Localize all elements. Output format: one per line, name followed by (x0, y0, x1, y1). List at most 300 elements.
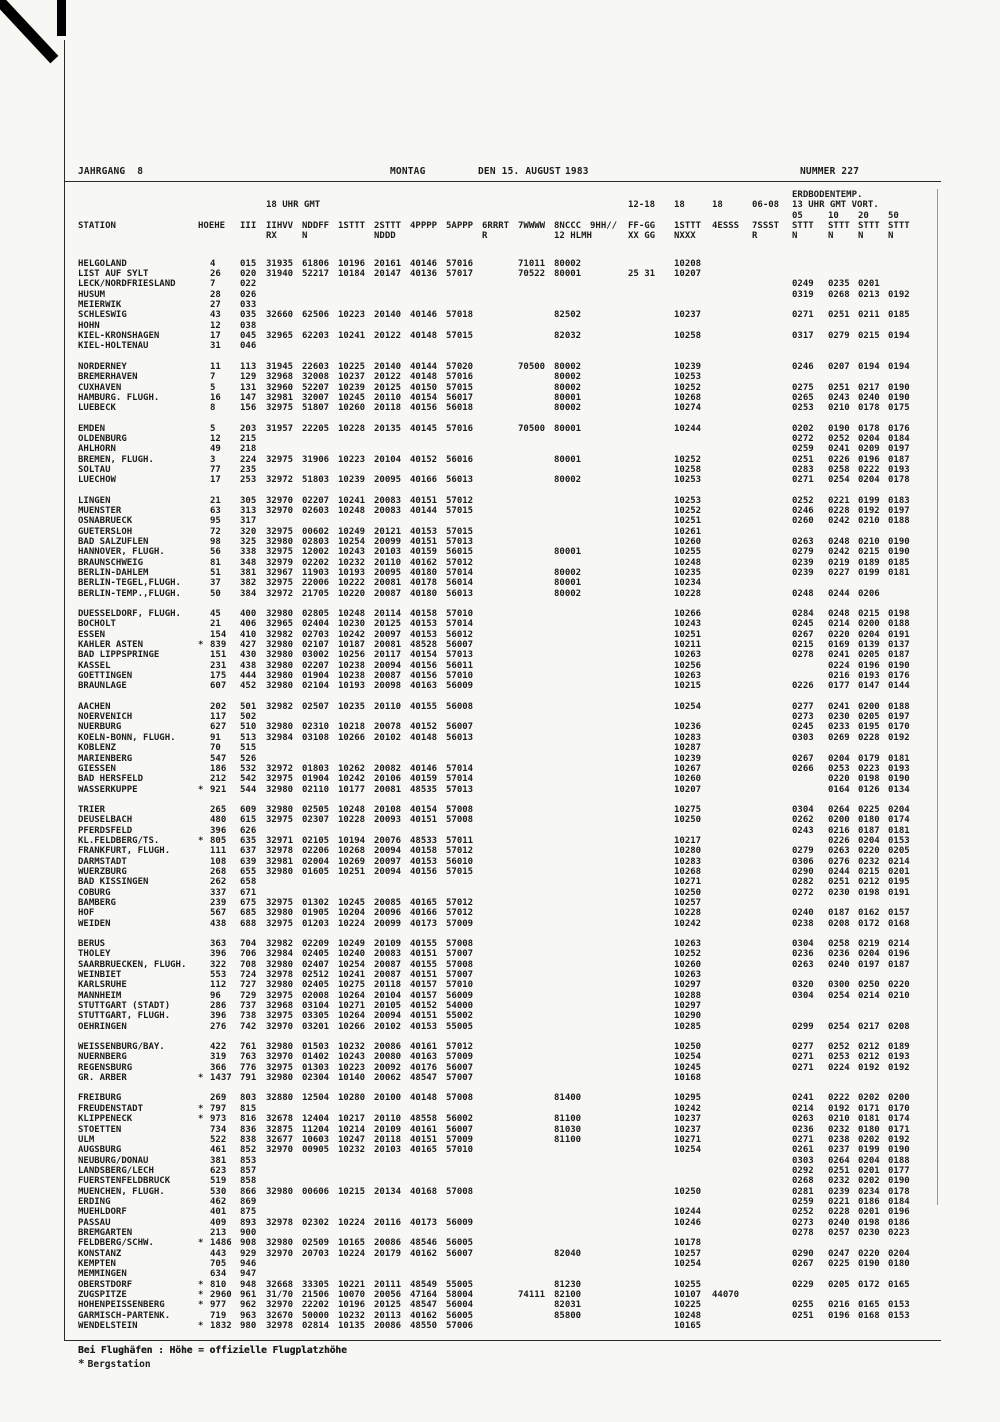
cell-nddff: 02304 (302, 1073, 330, 1084)
station-row (78, 475, 918, 485)
cell-s4esss (712, 815, 752, 825)
cell-g7wwww (518, 939, 554, 949)
cell-nddff: 21705 (302, 588, 330, 599)
cell-g4pppp: 48549 (410, 1279, 438, 1290)
cell-t10: 0276 (828, 856, 850, 867)
cell-g8nccc (554, 1001, 590, 1011)
cell-g2sttt: 20110 (374, 1114, 402, 1125)
station-name: BAD KISSINGEN (78, 877, 149, 888)
cell-g2sttt (374, 1156, 410, 1166)
cell-g9hh (590, 1073, 628, 1083)
station-row (78, 568, 918, 578)
cell-t10 (828, 578, 858, 588)
cell-hoehe: 921 (210, 784, 227, 795)
cell-t20: 0206 (858, 588, 880, 599)
cell-g6rrrt (482, 341, 518, 351)
cell-s7ssst (752, 1145, 792, 1155)
station-row (78, 1011, 918, 1021)
cell-iihvv (266, 279, 302, 289)
bergstation-marker (198, 609, 210, 619)
cell-g9hh (590, 1197, 628, 1207)
cell-s4esss (712, 681, 752, 691)
cell-g5appp (446, 321, 482, 331)
cell-g5appp: 57014 (446, 774, 474, 785)
cell-g2sttt: 20093 (374, 815, 402, 826)
cell-g5appp: 56014 (446, 578, 474, 589)
cell-hoehe: 705 (210, 1258, 227, 1269)
cell-t05: 0226 (792, 681, 814, 692)
cell-t10: 0243 (828, 392, 850, 403)
cell-s4esss (712, 1238, 752, 1248)
cell-g1sttt: 10193 (338, 568, 366, 578)
bergstation-marker (198, 506, 210, 516)
spacer-cell (78, 200, 266, 210)
cell-g7wwww (518, 846, 554, 856)
cell-g5appp: 56010 (446, 856, 474, 867)
col-header-ffgg: FF-GG (628, 221, 656, 232)
cell-g1sttt: 10269 (338, 856, 366, 867)
cell-g2sttt: 20125 (374, 1300, 402, 1311)
cell-t20: 0212 (858, 1052, 880, 1063)
cell-nddff: 62506 (302, 310, 330, 321)
cell-s1sttt: 10287 (674, 743, 702, 754)
cell-nddff: 02209 (302, 939, 330, 949)
cell-hoehe: 4 (210, 258, 216, 269)
cell-iii: 803 (240, 1093, 257, 1104)
cell-g9hh (590, 919, 628, 929)
cell-nddff: 51803 (302, 475, 330, 486)
station-name: LIST AUF SYLT (78, 269, 149, 280)
cell-g9hh (590, 1249, 628, 1259)
cell-iii: 452 (240, 681, 257, 692)
cell-s4esss (712, 609, 752, 619)
cell-g7wwww (518, 702, 554, 712)
cell-s7ssst (752, 1166, 792, 1176)
cell-t50 (888, 1011, 918, 1021)
cell-g4pppp: 40158 (410, 846, 438, 857)
cell-g8nccc (554, 434, 590, 444)
cell-t50: 0192 (888, 732, 910, 743)
cell-g9hh (590, 774, 628, 784)
cell-s7ssst (752, 619, 792, 629)
cell-t50: 0137 (888, 640, 910, 651)
station-name: BOCHOLT (78, 619, 116, 630)
cell-iihvv: 32975 (266, 774, 294, 785)
cell-t20: 0215 (858, 547, 880, 558)
bergstation-marker (198, 980, 210, 990)
cell-g5appp: 57008 (446, 1093, 474, 1104)
cell-hoehe: 438 (210, 918, 227, 929)
cell-iihvv (266, 1228, 302, 1238)
cell-g5appp (446, 1269, 482, 1279)
station-row (78, 733, 918, 743)
cell-iihvv: 32968 (266, 372, 294, 383)
footnotes (78, 1345, 347, 1370)
cell-hoehe: 1486 (210, 1238, 232, 1249)
cell-g5appp: 56007 (446, 1248, 474, 1259)
cell-g2sttt: 20122 (374, 331, 402, 342)
cell-iihvv (266, 321, 302, 331)
cell-t05: 0265 (792, 392, 814, 403)
cell-t05: 0267 (792, 1258, 814, 1269)
cell-g6rrrt (482, 279, 518, 289)
cell-t50: 0144 (888, 681, 910, 692)
cell-g7wwww (518, 1135, 554, 1145)
cell-g7wwww (518, 383, 554, 393)
station-name: BREMGARTEN (78, 1227, 133, 1238)
cell-s1sttt: 10234 (674, 578, 702, 589)
station-row (78, 1218, 918, 1228)
cell-g9hh (590, 1269, 628, 1279)
cell-g2sttt: 20086 (374, 1042, 402, 1053)
cell-g7wwww: 74111 (518, 1290, 546, 1300)
cell-g8nccc: 81400 (554, 1093, 582, 1104)
cell-g5appp (446, 1259, 482, 1269)
cell-iihvv: 32970 (266, 1300, 294, 1311)
cell-s1sttt: 10268 (674, 866, 702, 877)
cell-t10 (828, 372, 858, 382)
cell-g2sttt: 20095 (374, 475, 402, 486)
cell-ffgg (628, 290, 674, 300)
cell-t05 (792, 774, 828, 784)
cell-g4pppp: 40156 (410, 660, 438, 671)
cell-iii: 338 (240, 547, 257, 558)
cell-g4pppp: 40159 (410, 774, 438, 785)
cell-ffgg (628, 774, 674, 784)
cell-g5appp (446, 877, 482, 887)
cell-g1sttt (338, 290, 374, 300)
station-name: FUERSTENFELDBRUCK (78, 1176, 171, 1187)
bergstation-marker (198, 681, 210, 691)
cell-s4esss (712, 898, 752, 908)
bergstation-footnote-text: Bergstation (87, 1359, 151, 1370)
cell-t20: 0200 (858, 619, 880, 630)
cell-g5appp: 57008 (446, 959, 474, 970)
cell-g5appp: 57012 (446, 495, 474, 506)
cell-g4pppp (410, 888, 446, 898)
cell-s1sttt: 10107 (674, 1290, 702, 1300)
cell-t50: 0190 (888, 1145, 910, 1156)
cell-g5appp: 57010 (446, 980, 474, 991)
cell-t10 (828, 1001, 858, 1011)
masthead (0, 166, 1000, 178)
cell-ffgg (628, 1063, 674, 1073)
cell-iii: 737 (240, 1001, 257, 1012)
cell-g2sttt (374, 888, 410, 898)
cell-s7ssst (752, 589, 792, 599)
cell-g7wwww (518, 1207, 554, 1217)
cell-g6rrrt (482, 1207, 518, 1217)
bergstation-marker (198, 547, 210, 557)
cell-hoehe: 186 (210, 763, 227, 774)
cell-s1sttt: 10252 (674, 949, 702, 960)
cell-g6rrrt (482, 609, 518, 619)
station-row (78, 527, 918, 537)
station-name: BREMERHAVEN (78, 372, 138, 383)
cell-t10: 0227 (828, 568, 850, 578)
station-name: HELGOLAND (78, 258, 127, 269)
station-name: WUERZBURG (78, 866, 127, 877)
cell-t20 (858, 898, 888, 908)
bergstation-marker (198, 475, 210, 485)
cell-ffgg (628, 1156, 674, 1166)
station-name: FREUDENSTADT (78, 1103, 144, 1114)
cell-g2sttt: 20106 (374, 774, 402, 785)
cell-nddff (302, 279, 338, 289)
cell-hoehe: 63 (210, 505, 221, 516)
spacer-cell (78, 352, 918, 362)
cell-nddff: 62203 (302, 331, 330, 342)
bergstation-marker (198, 1042, 210, 1052)
cell-g2sttt (374, 743, 410, 753)
cell-s1sttt: 10266 (674, 609, 702, 620)
cell-iii: 203 (240, 423, 257, 434)
station-name: WEINBIET (78, 970, 122, 981)
cell-g4pppp (410, 877, 446, 887)
col-header-sttt-05: STTT (792, 221, 814, 232)
cell-g7wwww (518, 516, 554, 526)
cell-iii: 325 (240, 536, 257, 547)
station-name: KARLSRUHE (78, 980, 127, 991)
cell-g4pppp: 40176 (410, 1062, 438, 1073)
cell-g9hh (590, 1321, 628, 1331)
cell-iii: 815 (240, 1103, 257, 1114)
cell-s1sttt: 10263 (674, 970, 702, 981)
col-header-iii: III (240, 221, 257, 232)
cell-s1sttt: 10207 (674, 784, 702, 795)
station-row (78, 640, 918, 650)
cell-g1sttt: 10251 (338, 866, 366, 877)
cell-ffgg (628, 743, 674, 753)
bergstation-marker: * (198, 1290, 204, 1300)
cell-hoehe: 276 (210, 1021, 227, 1032)
cell-iihvv: 32970 (266, 1145, 294, 1156)
station-name: COBURG (78, 887, 111, 898)
station-name: TRIER (78, 804, 106, 815)
cell-g1sttt: 10228 (338, 815, 366, 826)
cell-g8nccc: 82040 (554, 1248, 582, 1259)
station-name: FREIBURG (78, 1093, 122, 1104)
cell-ffgg (628, 1197, 674, 1207)
cell-g9hh (590, 1104, 628, 1114)
station-name: BREMEN, FLUGH. (78, 454, 154, 465)
cell-t10 (828, 341, 858, 351)
cell-g8nccc: 81030 (554, 1124, 582, 1135)
cell-s7ssst (752, 661, 792, 671)
bergstation-marker: * (198, 1300, 204, 1311)
cell-s7ssst (752, 764, 792, 774)
cell-t05: 0304 (792, 804, 814, 815)
cell-nddff: 00606 (302, 1186, 330, 1197)
cell-nddff: 01302 (302, 897, 330, 908)
cell-t50: 0190 (888, 660, 910, 671)
cell-t50: 0194 (888, 331, 910, 342)
cell-hoehe: 112 (210, 980, 227, 991)
cell-g1sttt: 10228 (338, 423, 366, 434)
cell-g6rrrt (482, 1052, 518, 1062)
cell-t05 (792, 321, 828, 331)
cell-g5appp: 57012 (446, 908, 474, 919)
cell-g1sttt (338, 516, 374, 526)
cell-s4esss (712, 888, 752, 898)
cell-g1sttt: 10266 (338, 732, 366, 743)
cell-s1sttt: 10256 (674, 660, 702, 671)
station-row (78, 424, 918, 434)
cell-s7ssst (752, 671, 792, 681)
cell-ffgg (628, 1176, 674, 1186)
cell-iihvv: 32980 (266, 640, 294, 651)
cell-iihvv: 31935 (266, 258, 294, 269)
cell-t50 (888, 279, 918, 289)
station-name: SCHLESWIG (78, 310, 127, 321)
cell-g7wwww (518, 1249, 554, 1259)
cell-s7ssst (752, 496, 792, 506)
cell-g6rrrt (482, 496, 518, 506)
cell-iii: 046 (240, 341, 257, 352)
cell-g5appp (446, 434, 482, 444)
cell-g4pppp: 40152 (410, 454, 438, 465)
cell-s1sttt: 10248 (674, 1310, 702, 1321)
cell-s7ssst (752, 733, 792, 743)
cell-s4esss (712, 774, 752, 784)
cell-g9hh (590, 444, 628, 454)
cell-g8nccc: 80001 (554, 547, 582, 558)
cell-iii: 655 (240, 866, 257, 877)
cell-g1sttt: 10196 (338, 1300, 366, 1311)
cell-s1sttt: 10263 (674, 650, 702, 661)
cell-s1sttt: 10244 (674, 1207, 702, 1218)
cell-g1sttt (338, 1156, 374, 1166)
station-name: PFERDSFELD (78, 825, 133, 836)
cell-iii: 738 (240, 1011, 257, 1022)
station-row (78, 434, 918, 444)
cell-ffgg (628, 764, 674, 774)
cell-hoehe: 117 (210, 712, 227, 723)
cell-nddff: 01605 (302, 866, 330, 877)
cell-g4pppp: 40154 (410, 392, 438, 403)
cell-s7ssst (752, 919, 792, 929)
cell-g8nccc (554, 846, 590, 856)
cell-t10: 0226 (828, 454, 850, 465)
cell-iihvv (266, 434, 302, 444)
spacer-cell (78, 1032, 918, 1042)
cell-g8nccc: 81230 (554, 1279, 582, 1290)
cell-t05: 0259 (792, 444, 814, 455)
cell-s4esss (712, 1042, 752, 1052)
cell-g4pppp: 40161 (410, 1124, 438, 1135)
cell-g9hh (590, 465, 628, 475)
cell-g6rrrt (482, 1187, 518, 1197)
cell-s4esss (712, 661, 752, 671)
station-row (78, 619, 918, 629)
spacer-cell (78, 795, 918, 805)
cell-ffgg (628, 836, 674, 846)
cell-s1sttt (674, 434, 712, 444)
cell-g2sttt: 20147 (374, 269, 402, 280)
cell-s7ssst (752, 1176, 792, 1186)
station-row (78, 269, 918, 279)
cell-s7ssst (752, 465, 792, 475)
cell-hoehe: 797 (210, 1103, 227, 1114)
bergstation-marker (198, 331, 210, 341)
cell-s7ssst (752, 712, 792, 722)
cell-ffgg (628, 1187, 674, 1197)
cell-nddff: 02404 (302, 619, 330, 630)
cell-t50: 0176 (888, 671, 910, 682)
cell-t50: 0190 (888, 547, 910, 558)
cell-t20: 0180 (858, 815, 880, 826)
station-row (78, 1093, 918, 1103)
cell-g2sttt: 20110 (374, 557, 402, 568)
station-row (78, 785, 918, 795)
cell-g9hh (590, 1145, 628, 1155)
cell-s1sttt: 10215 (674, 681, 702, 692)
cell-t10: 0240 (828, 959, 850, 970)
cell-t50: 0189 (888, 1042, 910, 1053)
cell-g1sttt: 10232 (338, 1145, 366, 1156)
cell-hoehe: 461 (210, 1145, 227, 1156)
cell-nddff: 03104 (302, 1001, 330, 1012)
cell-nddff (302, 341, 338, 351)
cell-g4pppp: 40165 (410, 1145, 438, 1156)
cell-t50: 0185 (888, 310, 910, 321)
spacer-row (78, 692, 918, 702)
cell-t05: 0277 (792, 701, 814, 712)
cell-t10 (828, 1269, 858, 1279)
cell-g6rrrt (482, 1073, 518, 1083)
cell-s7ssst (752, 846, 792, 856)
cell-g4pppp: 40151 (410, 949, 438, 960)
cell-g8nccc (554, 558, 590, 568)
cell-g2sttt (374, 434, 410, 444)
cell-s4esss (712, 939, 752, 949)
cell-g9hh (590, 619, 628, 629)
cell-g9hh (590, 558, 628, 568)
cell-hoehe: 337 (210, 887, 227, 898)
cell-t10: 0244 (828, 866, 850, 877)
cell-g9hh (590, 1218, 628, 1228)
cell-g6rrrt (482, 568, 518, 578)
cell-g2sttt: 20082 (374, 763, 402, 774)
cell-g2sttt: 20092 (374, 1062, 402, 1073)
cell-ffgg (628, 1145, 674, 1155)
cell-g5appp: 54000 (446, 1001, 474, 1012)
station-row (78, 1197, 918, 1207)
cell-g7wwww (518, 970, 554, 980)
cell-t05: 0245 (792, 619, 814, 630)
cell-t20: 0214 (858, 990, 880, 1001)
cell-s4esss (712, 1259, 752, 1269)
cell-s1sttt: 10260 (674, 774, 702, 785)
cell-g8nccc: 80001 (554, 454, 582, 465)
cell-g9hh (590, 1207, 628, 1217)
cell-t10: 0279 (828, 331, 850, 342)
cell-t20: 0178 (858, 423, 880, 434)
cell-s4esss (712, 1311, 752, 1321)
cell-t05: 0236 (792, 949, 814, 960)
cell-g1sttt: 10242 (338, 629, 366, 640)
cell-s4esss (712, 290, 752, 300)
cell-t05: 0243 (792, 825, 814, 836)
cell-t50: 0205 (888, 846, 910, 857)
cell-g6rrrt (482, 857, 518, 867)
cell-iii: 406 (240, 619, 257, 630)
col-header-6rrrt: 6RRRT (482, 221, 510, 232)
cell-nddff: 22205 (302, 423, 330, 434)
station-name: NOERVENICH (78, 712, 133, 723)
cell-hoehe: 519 (210, 1176, 227, 1187)
cell-s4esss (712, 1114, 752, 1124)
